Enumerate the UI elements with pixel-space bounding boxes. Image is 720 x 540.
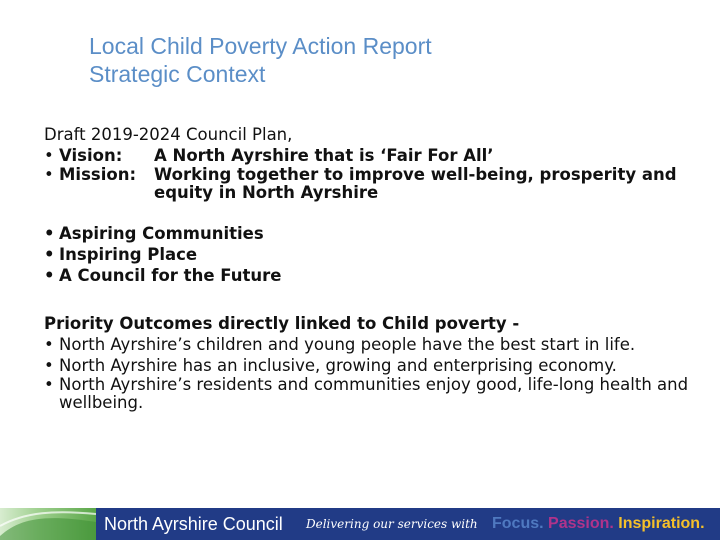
vision-item <box>44 145 714 166</box>
slide-body <box>44 124 714 412</box>
bullet-icon: • <box>44 146 54 165</box>
bullet-icon: • <box>44 335 54 354</box>
outcome-item: • North Ayrshire has an inclusive, growing and enterprising economy. <box>44 356 617 375</box>
outcome-item: • North Ayrshire’s residents and communities enjoy good, life-long health and wellbeing. <box>44 375 689 412</box>
priority-item: • Aspiring Communities <box>44 224 264 243</box>
mission-label: Mission: <box>59 165 137 184</box>
bullet-icon: • <box>44 356 54 375</box>
bullet-icon: • <box>44 266 55 285</box>
priority-item: • Inspiring Place <box>44 245 198 264</box>
outcomes-heading: Priority Outcomes directly linked to Child poverty - <box>44 314 520 333</box>
bullet-icon: • <box>44 165 54 184</box>
footer-tagline: Delivering our services with <box>306 517 478 531</box>
org-name: North Ayrshire Council <box>104 514 283 534</box>
wave-icon <box>0 508 96 540</box>
title-line-1: Local Child Poverty Action Report <box>89 33 432 59</box>
vision-label: Vision: <box>59 146 123 165</box>
footer-values <box>492 515 705 533</box>
mission-item <box>44 166 714 202</box>
footer-banner <box>0 508 720 540</box>
bullet-icon: • <box>44 375 54 394</box>
value-focus: Focus. <box>492 515 544 532</box>
bullet-icon: • <box>44 245 55 264</box>
title-line-2: Strategic Context <box>89 61 266 87</box>
value-passion: Passion. <box>548 515 614 532</box>
outcome-item: • North Ayrshire’s children and young people have the best start in life. <box>44 335 636 354</box>
value-inspiration: Inspiration. <box>618 515 705 532</box>
bullet-icon: • <box>44 224 55 243</box>
logo-swoosh <box>0 508 96 540</box>
mission-text: Working together to improve well-being, prosperity and equity in North Ayrshire <box>154 165 677 202</box>
slide-title <box>89 32 432 88</box>
vision-text: A North Ayrshire that is ‘Fair For All’ <box>154 146 494 165</box>
priority-item: • A Council for the Future <box>44 266 282 285</box>
plan-heading: Draft 2019-2024 Council Plan, <box>44 125 293 144</box>
